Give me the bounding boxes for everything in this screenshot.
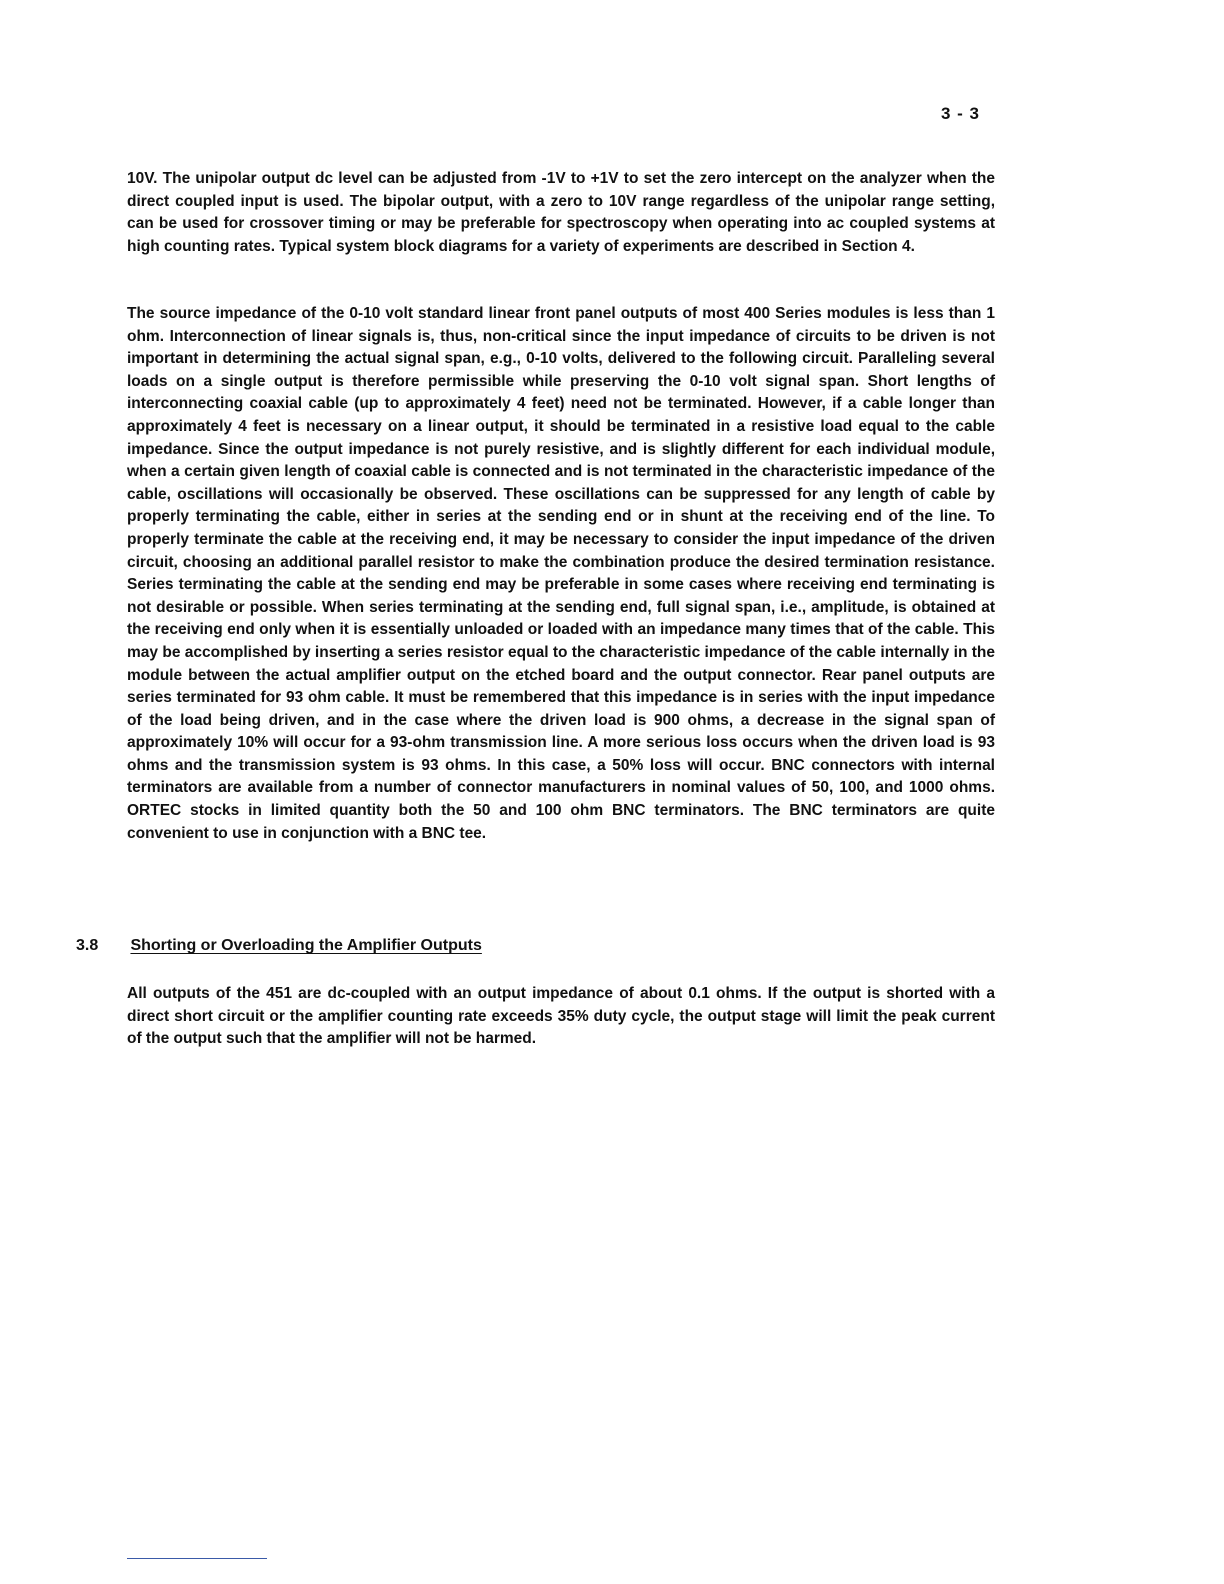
section-heading xyxy=(76,937,482,955)
paragraph-source-impedance: The source impedance of the 0-10 volt standard linear front panel outputs of most 400 Series modules is less than 1 ohm. Interconnection of linear signals is, thus, non-critical since the input impedance of circuits to be driven is not important in determining the actual signal span, e.g., 0-10 volts, delivered to the following circuit. Paralleling several loads on a single output is therefore permissible while preserving the 0-10 volt signal span. Short lengths of interconnecting coaxial cable (up to approximately 4 feet) need not be terminated. However, if a cable longer than approximately 4 feet is necessary on a linear output, it should be terminated in a resistive load equal to the cable impedance. Since the output impedance is not purely resistive, and is slightly different for each individual module, when a certain given length of coaxial cable is connected and is not terminated in the characteristic impedance of the cable, oscillations will occasionally be observed. These oscillations can be suppressed for any length of cable by properly terminating the cable, either in series at the sending end or in shunt at the receiving end of the line. To properly terminate the cable at the receiving end, it may be necessary to consider the input impedance of the driven circuit, choosing an additional parallel resistor to make the combination produce the desired termination resistance. Series terminating the cable at the sending end may be preferable in some cases where receiving end terminating is not desirable or possible. When series terminating at the sending end, full signal span, i.e., amplitude, is obtained at the receiving end only when it is essentially unloaded or loaded with an impedance many times that of the cable. This may be accomplished by inserting a series resistor equal to the characteristic impedance of the cable internally in the module between the actual amplifier output on the etched board and the output connector. Rear panel outputs are series terminated for 93 ohm cable. It must be remembered that this impedance is in series with the input impedance of the load being driven, and in the case where the driven load is 900 ohms, a decrease in the signal span of approximately 10% will occur for a 93-ohm transmission line. A more serious loss occurs when the driven load is 93 ohms and the transmission system is 93 ohms. In this case, a 50% loss will occur. BNC connectors with internal terminators are available from a number of connector manufacturers in nominal values of 50, 100, and 1000 ohms. ORTEC stocks in limited quantity both the 50 and 100 ohm BNC terminators. The BNC terminators are quite convenient to use in conjunction with a BNC tee. xyxy=(127,305,995,842)
paragraph-unipolar-output: 10V. The unipolar output dc level can be adjusted from -1V to +1V to set the zero intercept on the analyzer when the direct coupled input is used. The bipolar output, with a zero to 10V range regardless of the unipolar range setting, can be used for crossover timing or may be preferable for spectroscopy when operating into ac coupled systems at high counting rates. Typical system block diagrams for a variety of experiments are described in Section 4. xyxy=(127,170,995,255)
section-number: 3.8 xyxy=(76,937,99,954)
page-number: 3 - 3 xyxy=(940,104,980,123)
paragraph-output-shorting: All outputs of the 451 are dc-coupled with an output impedance of about 0.1 ohms. If the output is shorted with a direct short circuit or the amplifier counting rate exceeds 35% duty cycle, the output stage will limit the peak current of the output such that the amplifier will not be harmed. xyxy=(127,985,995,1048)
section-title: Shorting or Overloading the Amplifier Outputs xyxy=(130,937,482,954)
footnote-divider xyxy=(127,1558,267,1559)
